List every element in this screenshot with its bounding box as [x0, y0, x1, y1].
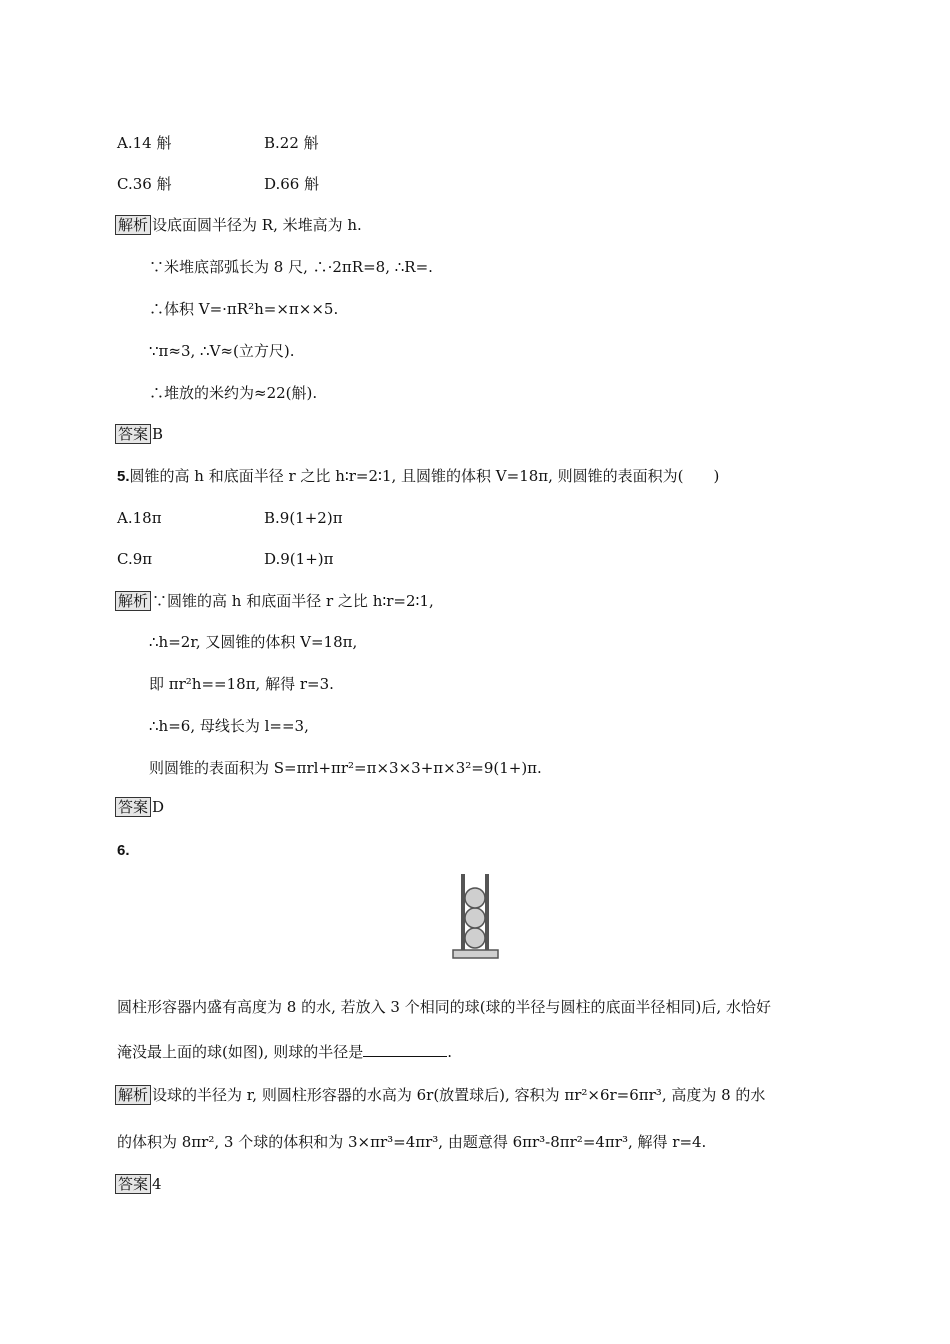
ball [465, 888, 485, 908]
question-text: 淹没最上面的球(如图), 则球的半径是 [117, 1043, 364, 1061]
question-number: 6. [117, 842, 130, 859]
analysis-text: 设底面圆半径为 R, 米堆高为 h. [152, 216, 362, 234]
option-a: A.18π [117, 509, 162, 527]
analysis-text: ∵圆锥的高 h 和底面半径 r 之比 h∶r=2∶1, [152, 592, 434, 610]
analysis-line: ∴堆放的米约为≈22(斛). [149, 384, 318, 402]
analysis-line: ∵米堆底部弧长为 8 尺, ∴·2πR=8, ∴R=. [149, 258, 433, 276]
answer-value: B [152, 425, 164, 443]
analysis-line: 的体积为 8πr², 3 个球的体积和为 3×πr³=4πr³, 由题意得 6πr³-8πr²=4πr³, 解得 r=4. [117, 1133, 707, 1151]
analysis-tag: 解析 [115, 1085, 151, 1105]
analysis-line: 即 πr²h==18π, 解得 r=3. [149, 675, 334, 693]
answer-tag: 答案 [115, 797, 151, 817]
question-6-stem-line2 [117, 1042, 452, 1062]
question-5-stem [117, 466, 719, 487]
analysis-tag: 解析 [115, 215, 151, 235]
analysis-line [115, 1085, 765, 1105]
container-base [453, 950, 498, 958]
analysis-line: ∴体积 V=·πR²h=×π××5. [149, 300, 339, 318]
question-text: 圆锥的高 h 和底面半径 r 之比 h∶r=2∶1, 且圆锥的体积 V=18π, 则圆锥的表面积为( [129, 467, 684, 485]
analysis-line: ∴h=2r, 又圆锥的体积 V=18π, [149, 633, 358, 651]
answer-line [115, 797, 164, 817]
ball [465, 928, 485, 948]
analysis-line [115, 215, 362, 235]
option-c: C.9π [117, 550, 153, 568]
balls-group [465, 888, 485, 948]
ball [465, 908, 485, 928]
option-d: D.9(1+)π [264, 550, 334, 568]
option-a: A.14 斛 [117, 134, 172, 152]
option-d: D.66 斛 [264, 175, 320, 193]
analysis-line [115, 591, 434, 611]
question-6-number [117, 840, 130, 861]
question-6-stem-line1: 圆柱形容器内盛有高度为 8 的水, 若放入 3 个相同的球(球的半径与圆柱的底面半径相同)后, 水恰好 [117, 998, 771, 1016]
answer-line [115, 1174, 162, 1194]
answer-tag: 答案 [115, 1174, 151, 1194]
question-period: . [447, 1043, 453, 1061]
question-paren-close: ) [713, 467, 720, 485]
answer-value: 4 [152, 1175, 162, 1193]
analysis-text: 设球的半径为 r, 则圆柱形容器的水高为 6r(放置球后), 容积为 πr²×6r=6πr³, 高度为 8 的水 [152, 1086, 766, 1104]
analysis-line: 则圆锥的表面积为 S=πrl+πr²=π×3×3+π×3²=9(1+)π. [149, 759, 542, 777]
option-c: C.36 斛 [117, 175, 172, 193]
answer-line [115, 424, 163, 444]
option-b: B.9(1+2)π [264, 509, 343, 527]
question-number: 5. [117, 468, 130, 485]
analysis-line: ∴h=6, 母线长为 l==3, [149, 717, 309, 735]
analysis-line: ∵π≈3, ∴V≈(立方尺). [149, 342, 295, 360]
answer-tag: 答案 [115, 424, 151, 444]
analysis-tag: 解析 [115, 591, 151, 611]
cylinder-balls-figure [452, 872, 500, 960]
answer-blank [363, 1042, 447, 1057]
option-b: B.22 斛 [264, 134, 319, 152]
answer-value: D [152, 798, 165, 816]
